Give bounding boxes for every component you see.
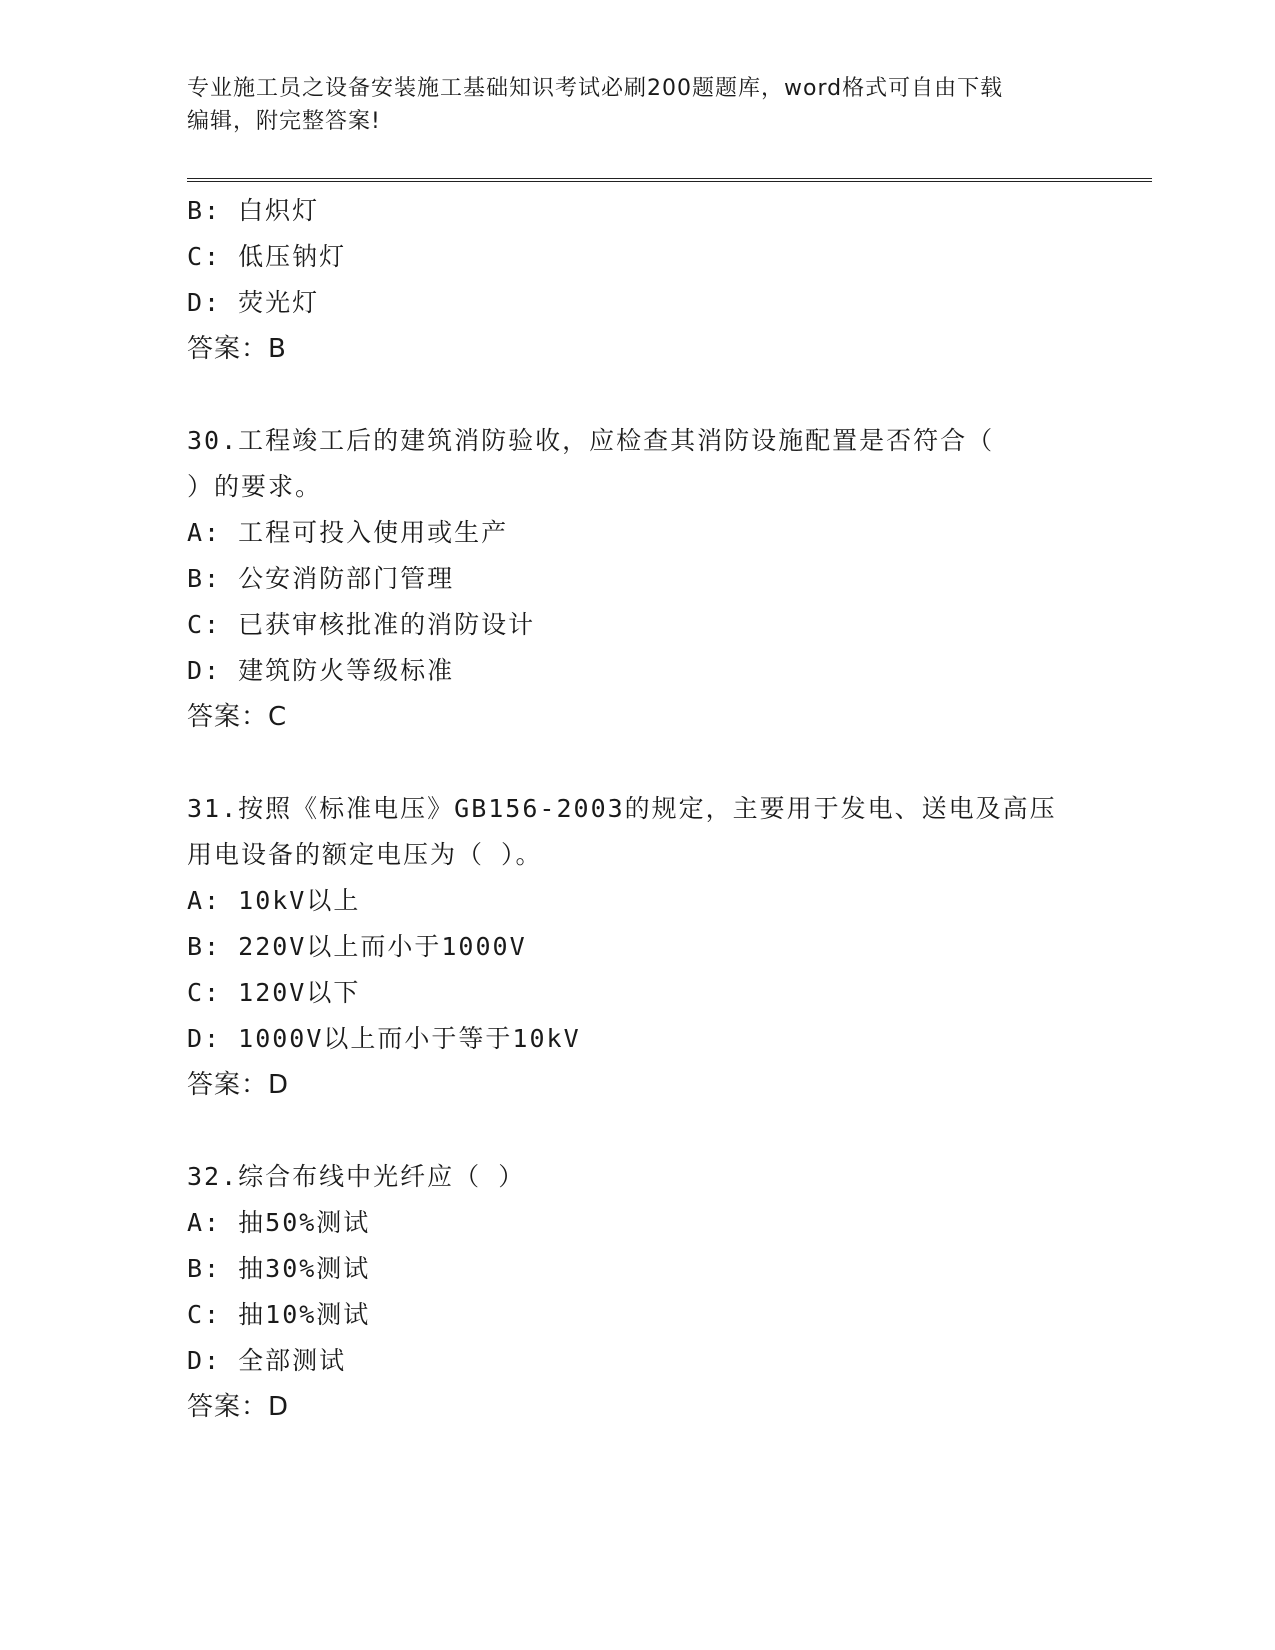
- option-c: C: 抽10%测试: [187, 1300, 371, 1329]
- question-stem-line: 用电设备的额定电压为（ ）。: [187, 840, 543, 869]
- option-c: C: 低压钠灯: [187, 242, 347, 271]
- option-a: A: 10kV以上: [187, 886, 361, 915]
- option-c: C: 120V以下: [187, 978, 361, 1007]
- header-divider: [187, 178, 1152, 182]
- question-32: [187, 1154, 1087, 1430]
- spacer: [187, 740, 1087, 786]
- question-stem-line: 32.综合布线中光纤应（ ）: [187, 1162, 526, 1191]
- question-stem-line: 30.工程竣工后的建筑消防验收，应检查其消防设施配置是否符合（: [187, 426, 995, 455]
- question-30: [187, 418, 1087, 740]
- header-title-line-1: 专业施工员之设备安装施工基础知识考试必刷200题题库，word格式可自由下载: [187, 76, 1004, 101]
- answer: 答案：D: [187, 1392, 290, 1422]
- option-d: D: 荧光灯: [187, 288, 320, 317]
- answer: 答案：D: [187, 1070, 290, 1100]
- option-c: C: 已获审核批准的消防设计: [187, 610, 536, 639]
- option-b: B: 公安消防部门管理: [187, 564, 455, 593]
- question-content: [187, 188, 1087, 1430]
- answer: 答案：C: [187, 702, 288, 732]
- option-d: D: 1000V以上而小于等于10kV: [187, 1024, 581, 1053]
- option-d: D: 建筑防火等级标准: [187, 656, 455, 685]
- question-stem-line: ）的要求。: [187, 472, 323, 501]
- question-stem-line: 31.按照《标准电压》GB156-2003的规定，主要用于发电、送电及高压: [187, 794, 1057, 823]
- question-31: [187, 786, 1087, 1108]
- question-29-continued: [187, 188, 1087, 372]
- header-title-line-2: 编辑，附完整答案!: [187, 109, 381, 134]
- answer: 答案：B: [187, 334, 287, 364]
- document-header: [187, 72, 1067, 138]
- option-b: B: 白炽灯: [187, 196, 320, 225]
- option-b: B: 220V以上而小于1000V: [187, 932, 527, 961]
- option-a: A: 工程可投入使用或生产: [187, 518, 509, 547]
- spacer: [187, 372, 1087, 418]
- option-b: B: 抽30%测试: [187, 1254, 371, 1283]
- option-a: A: 抽50%测试: [187, 1208, 371, 1237]
- spacer: [187, 1108, 1087, 1154]
- option-d: D: 全部测试: [187, 1346, 347, 1375]
